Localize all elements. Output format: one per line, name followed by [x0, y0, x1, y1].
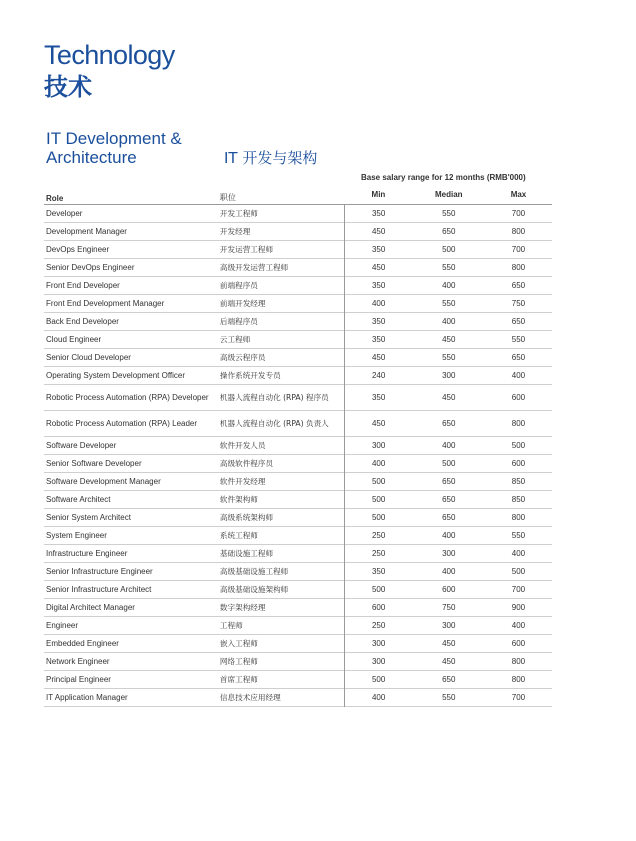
table-row [44, 652, 552, 670]
table-row [44, 544, 552, 562]
role-chinese-cell: 高级软件程序员 [218, 454, 344, 472]
min-cell: 350 [371, 334, 386, 344]
role-chinese-cell: 开发工程师 [218, 204, 344, 222]
role-cell: DevOps Engineer [46, 244, 110, 254]
role-chinese-cell: 高级基础设施架构师 [218, 580, 344, 598]
min-cell: 350 [371, 244, 386, 254]
max-cell: 400 [511, 620, 526, 630]
max-cell: 800 [511, 674, 526, 684]
role-cell: Software Developer [46, 440, 117, 450]
median-cell: 550 [442, 352, 456, 362]
min-cell: 350 [371, 316, 386, 326]
min-cell: 500 [371, 494, 386, 504]
role-chinese-cell: 首席工程师 [218, 670, 344, 688]
min-cell: 300 [371, 440, 386, 450]
min-cell: 400 [371, 458, 386, 468]
max-cell: 800 [511, 226, 526, 236]
max-cell: 600 [511, 458, 526, 468]
role-chinese-cell: 系统工程师 [218, 526, 344, 544]
table-row [44, 580, 552, 598]
role-chinese-cell: 后端程序员 [218, 312, 344, 330]
max-cell: 650 [511, 352, 526, 362]
min-cell: 240 [371, 370, 386, 380]
table-header-row [44, 188, 552, 204]
max-cell: 500 [511, 440, 526, 450]
role-cell: Senior Cloud Developer [46, 352, 131, 362]
median-cell: 450 [442, 334, 456, 344]
table-row [44, 616, 552, 634]
role-cell: Senior Infrastructure Architect [46, 584, 152, 594]
max-cell: 900 [511, 602, 526, 612]
role-chinese-cell: 前端程序员 [218, 276, 344, 294]
median-cell: 650 [442, 674, 456, 684]
header-max: Max [510, 190, 527, 199]
role-cell: Senior System Architect [46, 512, 131, 522]
table-row [44, 490, 552, 508]
table-row [44, 454, 552, 472]
min-cell: 450 [371, 352, 386, 362]
min-cell: 350 [371, 208, 386, 218]
table-body [44, 204, 552, 706]
section-title-chinese: IT 开发与架构 [224, 149, 318, 167]
median-cell: 450 [442, 638, 456, 648]
min-cell: 450 [371, 262, 386, 272]
role-chinese-cell: 开发运营工程师 [218, 240, 344, 258]
role-cell: Front End Development Manager [46, 298, 165, 308]
role-cell: Developer [46, 208, 83, 218]
role-chinese-cell: 嵌入工程师 [218, 634, 344, 652]
role-cell: Infrastructure Engineer [46, 548, 128, 558]
min-cell: 250 [371, 620, 386, 630]
min-cell: 400 [371, 298, 386, 308]
table-row [44, 598, 552, 616]
median-cell: 500 [442, 458, 456, 468]
header-role: Role [46, 193, 64, 203]
role-cell: Software Architect [46, 494, 111, 504]
max-cell: 700 [511, 584, 526, 594]
median-cell: 400 [442, 530, 456, 540]
role-chinese-cell: 开发经理 [218, 222, 344, 240]
header-min: Min [371, 190, 386, 199]
median-cell: 400 [442, 280, 456, 290]
salary-range-caption: Base salary range for 12 months (RMB'000) [361, 173, 526, 182]
role-cell: Senior Software Developer [46, 458, 142, 468]
max-cell: 800 [511, 656, 526, 666]
header-role-chinese: 职位 [219, 192, 236, 202]
min-cell: 450 [371, 418, 386, 428]
max-cell: 400 [511, 548, 526, 558]
median-cell: 650 [442, 418, 456, 428]
median-cell: 550 [442, 208, 456, 218]
table-row [44, 366, 552, 384]
role-cell: IT Application Manager [46, 692, 128, 702]
table-row [44, 222, 552, 240]
min-cell: 250 [371, 530, 386, 540]
max-cell: 600 [511, 392, 526, 402]
role-cell: Digital Architect Manager [46, 602, 135, 612]
max-cell: 700 [511, 208, 526, 218]
role-cell: Senior DevOps Engineer [46, 262, 135, 272]
role-chinese-cell: 机器人流程自动化 (RPA) 程序员 [218, 384, 344, 410]
role-chinese-cell: 操作系统开发专员 [218, 366, 344, 384]
role-cell: Front End Developer [46, 280, 120, 290]
role-chinese-cell: 网络工程师 [218, 652, 344, 670]
median-cell: 400 [442, 316, 456, 326]
median-cell: 600 [442, 584, 456, 594]
min-cell: 300 [371, 638, 386, 648]
role-chinese-cell: 工程师 [218, 616, 344, 634]
role-cell: Development Manager [46, 226, 127, 236]
role-chinese-cell: 信息技术应用经理 [218, 688, 344, 706]
min-cell: 350 [371, 566, 386, 576]
max-cell: 750 [511, 298, 526, 308]
min-cell: 500 [371, 674, 386, 684]
table-row [44, 670, 552, 688]
median-cell: 750 [442, 602, 456, 612]
role-cell: Senior Infrastructure Engineer [46, 566, 153, 576]
table-row [44, 508, 552, 526]
role-chinese-cell: 云工程师 [218, 330, 344, 348]
max-cell: 700 [511, 244, 526, 254]
median-cell: 650 [442, 476, 456, 486]
table-row [44, 294, 552, 312]
role-chinese-cell: 高级开发运营工程师 [218, 258, 344, 276]
salary-table [44, 188, 552, 707]
max-cell: 550 [511, 530, 526, 540]
max-cell: 650 [511, 316, 526, 326]
min-cell: 600 [371, 602, 386, 612]
min-cell: 500 [371, 512, 386, 522]
role-cell: Network Engineer [46, 656, 110, 666]
table-row [44, 312, 552, 330]
table-row [44, 204, 552, 222]
median-cell: 450 [442, 392, 456, 402]
role-chinese-cell: 前端开发经理 [218, 294, 344, 312]
median-cell: 400 [442, 566, 456, 576]
role-chinese-cell: 高级基础设施工程师 [218, 562, 344, 580]
table-row [44, 634, 552, 652]
max-cell: 400 [511, 370, 526, 380]
max-cell: 700 [511, 692, 526, 702]
max-cell: 850 [511, 494, 526, 504]
role-chinese-cell: 高级系统架构师 [218, 508, 344, 526]
max-cell: 800 [511, 512, 526, 522]
median-cell: 500 [442, 244, 456, 254]
median-cell: 300 [442, 548, 456, 558]
median-cell: 550 [442, 262, 456, 272]
table-row [44, 276, 552, 294]
max-cell: 650 [511, 280, 526, 290]
role-cell: Embedded Engineer [46, 638, 119, 648]
role-cell: Back End Developer [46, 316, 119, 326]
min-cell: 400 [371, 692, 386, 702]
table-row [44, 330, 552, 348]
role-chinese-cell: 数字架构经理 [218, 598, 344, 616]
table-row [44, 562, 552, 580]
table-row [44, 384, 552, 410]
table-row [44, 258, 552, 276]
page-title-chinese: 技术 [44, 73, 92, 101]
min-cell: 450 [371, 226, 386, 236]
median-cell: 550 [442, 298, 456, 308]
table-row [44, 410, 552, 436]
max-cell: 500 [511, 566, 526, 576]
min-cell: 250 [371, 548, 386, 558]
table-row [44, 472, 552, 490]
median-cell: 550 [442, 692, 456, 702]
role-chinese-cell: 高级云程序员 [218, 348, 344, 366]
min-cell: 500 [371, 584, 386, 594]
median-cell: 450 [442, 656, 456, 666]
role-cell: Principal Engineer [46, 674, 111, 684]
role-cell: System Engineer [46, 530, 107, 540]
max-cell: 550 [511, 334, 526, 344]
median-cell: 650 [442, 226, 456, 236]
role-chinese-cell: 软件架构师 [218, 490, 344, 508]
median-cell: 650 [442, 494, 456, 504]
role-cell: Robotic Process Automation (RPA) Leader [46, 418, 198, 428]
table-row [44, 436, 552, 454]
max-cell: 800 [511, 418, 526, 428]
section-title: IT Development & Architecture [46, 129, 182, 167]
page-title: Technology [44, 40, 175, 70]
role-cell: Cloud Engineer [46, 334, 102, 344]
role-chinese-cell: 软件开发经理 [218, 472, 344, 490]
min-cell: 350 [371, 280, 386, 290]
median-cell: 300 [442, 370, 456, 380]
max-cell: 600 [511, 638, 526, 648]
table-row [44, 348, 552, 366]
max-cell: 850 [511, 476, 526, 486]
min-cell: 500 [371, 476, 386, 486]
table-row [44, 688, 552, 706]
role-chinese-cell: 基础设施工程师 [218, 544, 344, 562]
median-cell: 650 [442, 512, 456, 522]
max-cell: 800 [511, 262, 526, 272]
role-chinese-cell: 机器人流程自动化 (RPA) 负责人 [218, 410, 344, 436]
role-cell: Operating System Development Officer [46, 370, 186, 380]
role-cell: Software Development Manager [46, 476, 161, 486]
header-median: Median [435, 190, 463, 199]
median-cell: 300 [442, 620, 456, 630]
role-chinese-cell: 软件开发人员 [218, 436, 344, 454]
min-cell: 350 [371, 392, 386, 402]
role-cell: Engineer [46, 620, 79, 630]
role-cell: Robotic Process Automation (RPA) Developer [46, 392, 209, 402]
min-cell: 300 [371, 656, 386, 666]
table-row [44, 240, 552, 258]
median-cell: 400 [442, 440, 456, 450]
table-row [44, 526, 552, 544]
